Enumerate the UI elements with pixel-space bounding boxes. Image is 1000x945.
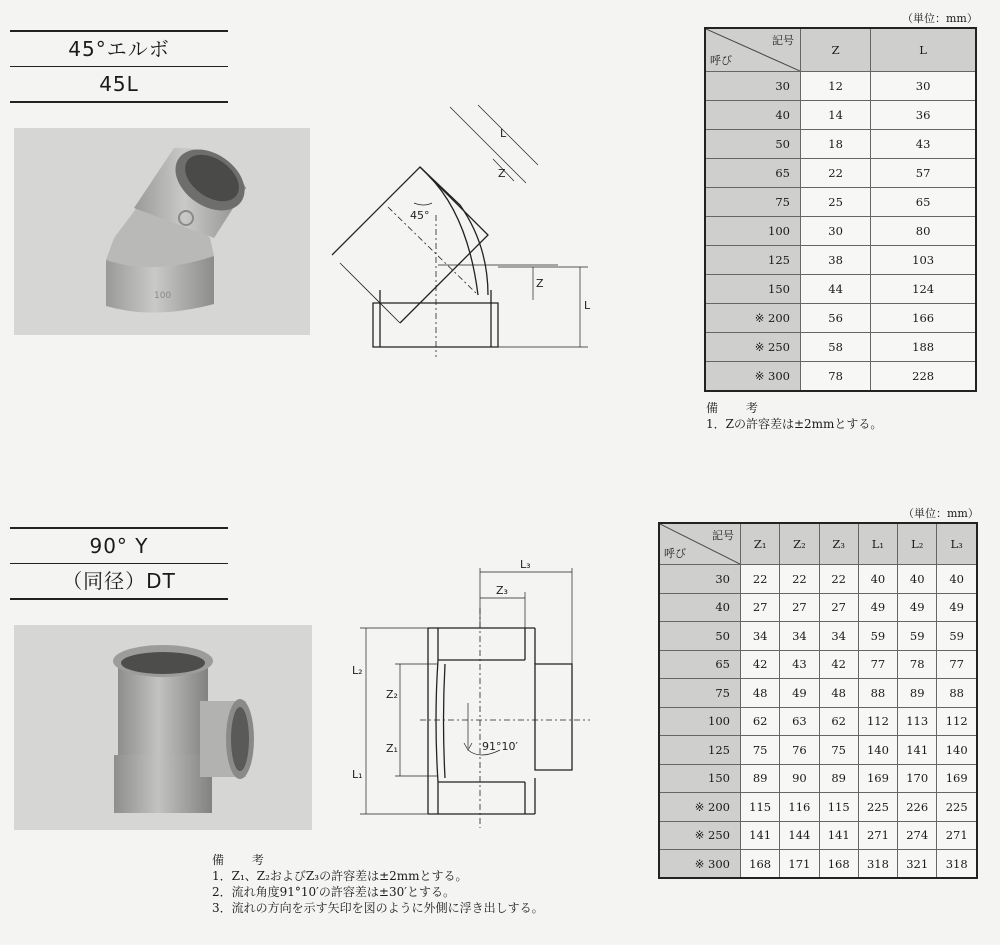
table-row bbox=[705, 275, 976, 304]
note-item: 2．流れ角度91°10′の許容差は±30′とする。 bbox=[212, 885, 455, 899]
table-row bbox=[705, 246, 976, 275]
table-cell: 18 bbox=[801, 130, 871, 159]
table-cell: 56 bbox=[801, 304, 871, 333]
y-L1-label: L₁ bbox=[352, 768, 363, 781]
table-cell: 168 bbox=[741, 850, 780, 879]
note-item: 1．Zの許容差は±2mmとする。 bbox=[706, 417, 883, 431]
table-cell: 140 bbox=[937, 736, 977, 765]
table-cell: 113 bbox=[898, 707, 937, 736]
table-row bbox=[705, 362, 976, 391]
column-header: Z₁ bbox=[741, 523, 780, 565]
note-item: 3．流れの方向を示す矢印を図のように外側に浮き出しする。 bbox=[212, 901, 544, 915]
table-cell: 36 bbox=[871, 101, 976, 130]
table-cell: 44 bbox=[801, 275, 871, 304]
y-L3-label: L₃ bbox=[520, 558, 531, 571]
column-header: L₃ bbox=[937, 523, 977, 565]
table-cell: 80 bbox=[871, 217, 976, 246]
table-row bbox=[705, 130, 976, 159]
row-yobi: 125 bbox=[659, 736, 741, 765]
table-cell: 89 bbox=[819, 764, 858, 793]
row-yobi: 75 bbox=[705, 188, 801, 217]
table-cell: 112 bbox=[858, 707, 897, 736]
row-yobi: 40 bbox=[705, 101, 801, 130]
table-cell: 225 bbox=[858, 793, 897, 822]
table-cell: 77 bbox=[937, 650, 977, 679]
section1-title bbox=[10, 30, 228, 103]
table-cell: 228 bbox=[871, 362, 976, 391]
table-cell: 40 bbox=[858, 565, 897, 594]
table-row bbox=[659, 793, 977, 822]
table-cell: 321 bbox=[898, 850, 937, 879]
table-cell: 40 bbox=[898, 565, 937, 594]
y-Z3-label: Z₃ bbox=[496, 584, 508, 597]
section2-unit: （単位：mm） bbox=[903, 507, 979, 520]
row-yobi: ※ 250 bbox=[659, 821, 741, 850]
note-item: 1．Z₁、Z₂およびZ₃の許容差は±2mmとする。 bbox=[212, 869, 468, 883]
table-cell: 274 bbox=[898, 821, 937, 850]
table-row bbox=[659, 593, 977, 622]
table-row bbox=[659, 679, 977, 708]
row-yobi: 30 bbox=[705, 72, 801, 101]
corner-kigo: 記号 bbox=[712, 529, 734, 542]
table-cell: 22 bbox=[780, 565, 819, 594]
table-row bbox=[659, 764, 977, 793]
section1-title-line2: 45L bbox=[99, 72, 139, 96]
table-cell: 30 bbox=[801, 217, 871, 246]
table-cell: 169 bbox=[937, 764, 977, 793]
table-row bbox=[705, 217, 976, 246]
section2-title-line1: 90° Y bbox=[89, 534, 149, 558]
table-cell: 77 bbox=[858, 650, 897, 679]
table-cell: 168 bbox=[819, 850, 858, 879]
table-cell: 89 bbox=[898, 679, 937, 708]
elbow-angle-label: 45° bbox=[410, 209, 430, 222]
table-cell: 49 bbox=[858, 593, 897, 622]
y-angle-label: 91°10′ bbox=[482, 740, 518, 753]
row-yobi: 125 bbox=[705, 246, 801, 275]
table-cell: 318 bbox=[858, 850, 897, 879]
table-cell: 144 bbox=[780, 821, 819, 850]
table-cell: 49 bbox=[937, 593, 977, 622]
table-cell: 76 bbox=[780, 736, 819, 765]
table-cell: 34 bbox=[741, 622, 780, 651]
row-yobi: 40 bbox=[659, 593, 741, 622]
column-header: Z bbox=[801, 28, 871, 72]
table-cell: 14 bbox=[801, 101, 871, 130]
corner-kigo: 記号 bbox=[772, 34, 794, 47]
row-yobi: ※ 300 bbox=[659, 850, 741, 879]
table-cell: 22 bbox=[741, 565, 780, 594]
table-row bbox=[659, 821, 977, 850]
elbow-Z-right-label: Z bbox=[536, 277, 544, 290]
table-cell: 75 bbox=[741, 736, 780, 765]
table-cell: 57 bbox=[871, 159, 976, 188]
section2-title-line2: （同径）DT bbox=[62, 569, 176, 593]
column-header: L₁ bbox=[858, 523, 897, 565]
row-yobi: 100 bbox=[659, 707, 741, 736]
table-cell: 112 bbox=[937, 707, 977, 736]
table-cell: 49 bbox=[780, 679, 819, 708]
table-cell: 103 bbox=[871, 246, 976, 275]
row-yobi: 150 bbox=[659, 764, 741, 793]
table-row bbox=[659, 565, 977, 594]
table-cell: 30 bbox=[871, 72, 976, 101]
table-row bbox=[659, 850, 977, 879]
table-cell: 42 bbox=[819, 650, 858, 679]
table-row bbox=[659, 650, 977, 679]
table-row bbox=[705, 188, 976, 217]
row-yobi: 100 bbox=[705, 217, 801, 246]
section2-notes bbox=[212, 852, 544, 916]
table-cell: 226 bbox=[898, 793, 937, 822]
y-L2-label: L₂ bbox=[352, 664, 363, 677]
table-cell: 63 bbox=[780, 707, 819, 736]
table-cell: 48 bbox=[741, 679, 780, 708]
table-cell: 124 bbox=[871, 275, 976, 304]
table-cell: 27 bbox=[780, 593, 819, 622]
table-cell: 90 bbox=[780, 764, 819, 793]
section1-title-line1: 45°エルボ bbox=[68, 37, 170, 61]
table-cell: 115 bbox=[741, 793, 780, 822]
table-cell: 225 bbox=[937, 793, 977, 822]
table-cell: 34 bbox=[780, 622, 819, 651]
table-cell: 58 bbox=[801, 333, 871, 362]
table-row bbox=[705, 333, 976, 362]
table-cell: 22 bbox=[819, 565, 858, 594]
elbow-45-spec-table bbox=[704, 27, 977, 392]
table-cell: 141 bbox=[741, 821, 780, 850]
row-yobi: ※ 250 bbox=[705, 333, 801, 362]
column-header: Z₂ bbox=[780, 523, 819, 565]
table-cell: 89 bbox=[741, 764, 780, 793]
column-header: L₂ bbox=[898, 523, 937, 565]
table-cell: 141 bbox=[819, 821, 858, 850]
table-row bbox=[705, 304, 976, 333]
table-corner-header bbox=[705, 28, 801, 72]
row-yobi: 30 bbox=[659, 565, 741, 594]
table-cell: 318 bbox=[937, 850, 977, 879]
table-cell: 115 bbox=[819, 793, 858, 822]
section1-notes bbox=[706, 400, 882, 432]
table-cell: 116 bbox=[780, 793, 819, 822]
elbow-45-drawing bbox=[328, 95, 598, 365]
row-yobi: 65 bbox=[705, 159, 801, 188]
table-cell: 171 bbox=[780, 850, 819, 879]
y-90-photo bbox=[14, 625, 312, 830]
table-row bbox=[659, 736, 977, 765]
table-cell: 65 bbox=[871, 188, 976, 217]
table-cell: 88 bbox=[937, 679, 977, 708]
column-header: Z₃ bbox=[819, 523, 858, 565]
table-cell: 59 bbox=[898, 622, 937, 651]
table-cell: 188 bbox=[871, 333, 976, 362]
row-yobi: 65 bbox=[659, 650, 741, 679]
table-cell: 49 bbox=[898, 593, 937, 622]
table-cell: 38 bbox=[801, 246, 871, 275]
y-90-spec-table bbox=[658, 522, 978, 879]
table-cell: 12 bbox=[801, 72, 871, 101]
table-cell: 62 bbox=[741, 707, 780, 736]
table-cell: 27 bbox=[819, 593, 858, 622]
table-row bbox=[705, 72, 976, 101]
table-cell: 169 bbox=[858, 764, 897, 793]
row-yobi: ※ 300 bbox=[705, 362, 801, 391]
table-cell: 62 bbox=[819, 707, 858, 736]
table-row bbox=[705, 159, 976, 188]
svg-text:100: 100 bbox=[154, 291, 172, 301]
table-cell: 271 bbox=[858, 821, 897, 850]
table-cell: 271 bbox=[937, 821, 977, 850]
table-cell: 141 bbox=[898, 736, 937, 765]
table-cell: 59 bbox=[937, 622, 977, 651]
row-yobi: ※ 200 bbox=[659, 793, 741, 822]
row-yobi: 50 bbox=[705, 130, 801, 159]
table-cell: 48 bbox=[819, 679, 858, 708]
section1-unit: （単位：mm） bbox=[902, 12, 978, 25]
table-cell: 27 bbox=[741, 593, 780, 622]
row-yobi: 150 bbox=[705, 275, 801, 304]
table-cell: 78 bbox=[898, 650, 937, 679]
notes-heading: 備 考 bbox=[212, 853, 276, 867]
elbow-L-label: L bbox=[500, 127, 507, 140]
table-corner-header bbox=[659, 523, 741, 565]
corner-yobi: 呼び bbox=[710, 54, 732, 67]
y-90-drawing bbox=[350, 548, 600, 838]
row-yobi: 50 bbox=[659, 622, 741, 651]
table-cell: 34 bbox=[819, 622, 858, 651]
table-cell: 78 bbox=[801, 362, 871, 391]
table-row bbox=[659, 622, 977, 651]
table-cell: 88 bbox=[858, 679, 897, 708]
elbow-L-right-label: L bbox=[584, 299, 591, 312]
notes-heading: 備 考 bbox=[706, 401, 770, 415]
table-row bbox=[659, 707, 977, 736]
corner-yobi: 呼び bbox=[664, 547, 686, 560]
table-cell: 140 bbox=[858, 736, 897, 765]
elbow-45-photo bbox=[14, 128, 310, 335]
y-Z1-label: Z₁ bbox=[386, 742, 398, 755]
table-cell: 170 bbox=[898, 764, 937, 793]
table-cell: 40 bbox=[937, 565, 977, 594]
table-cell: 166 bbox=[871, 304, 976, 333]
table-cell: 59 bbox=[858, 622, 897, 651]
table-cell: 43 bbox=[871, 130, 976, 159]
row-yobi: 75 bbox=[659, 679, 741, 708]
table-cell: 43 bbox=[780, 650, 819, 679]
elbow-Z-upper-label: Z bbox=[498, 167, 506, 180]
column-header: L bbox=[871, 28, 976, 72]
table-cell: 22 bbox=[801, 159, 871, 188]
table-cell: 25 bbox=[801, 188, 871, 217]
table-cell: 75 bbox=[819, 736, 858, 765]
table-row bbox=[705, 101, 976, 130]
row-yobi: ※ 200 bbox=[705, 304, 801, 333]
section2-title bbox=[10, 527, 228, 600]
table-cell: 42 bbox=[741, 650, 780, 679]
y-Z2-label: Z₂ bbox=[386, 688, 398, 701]
